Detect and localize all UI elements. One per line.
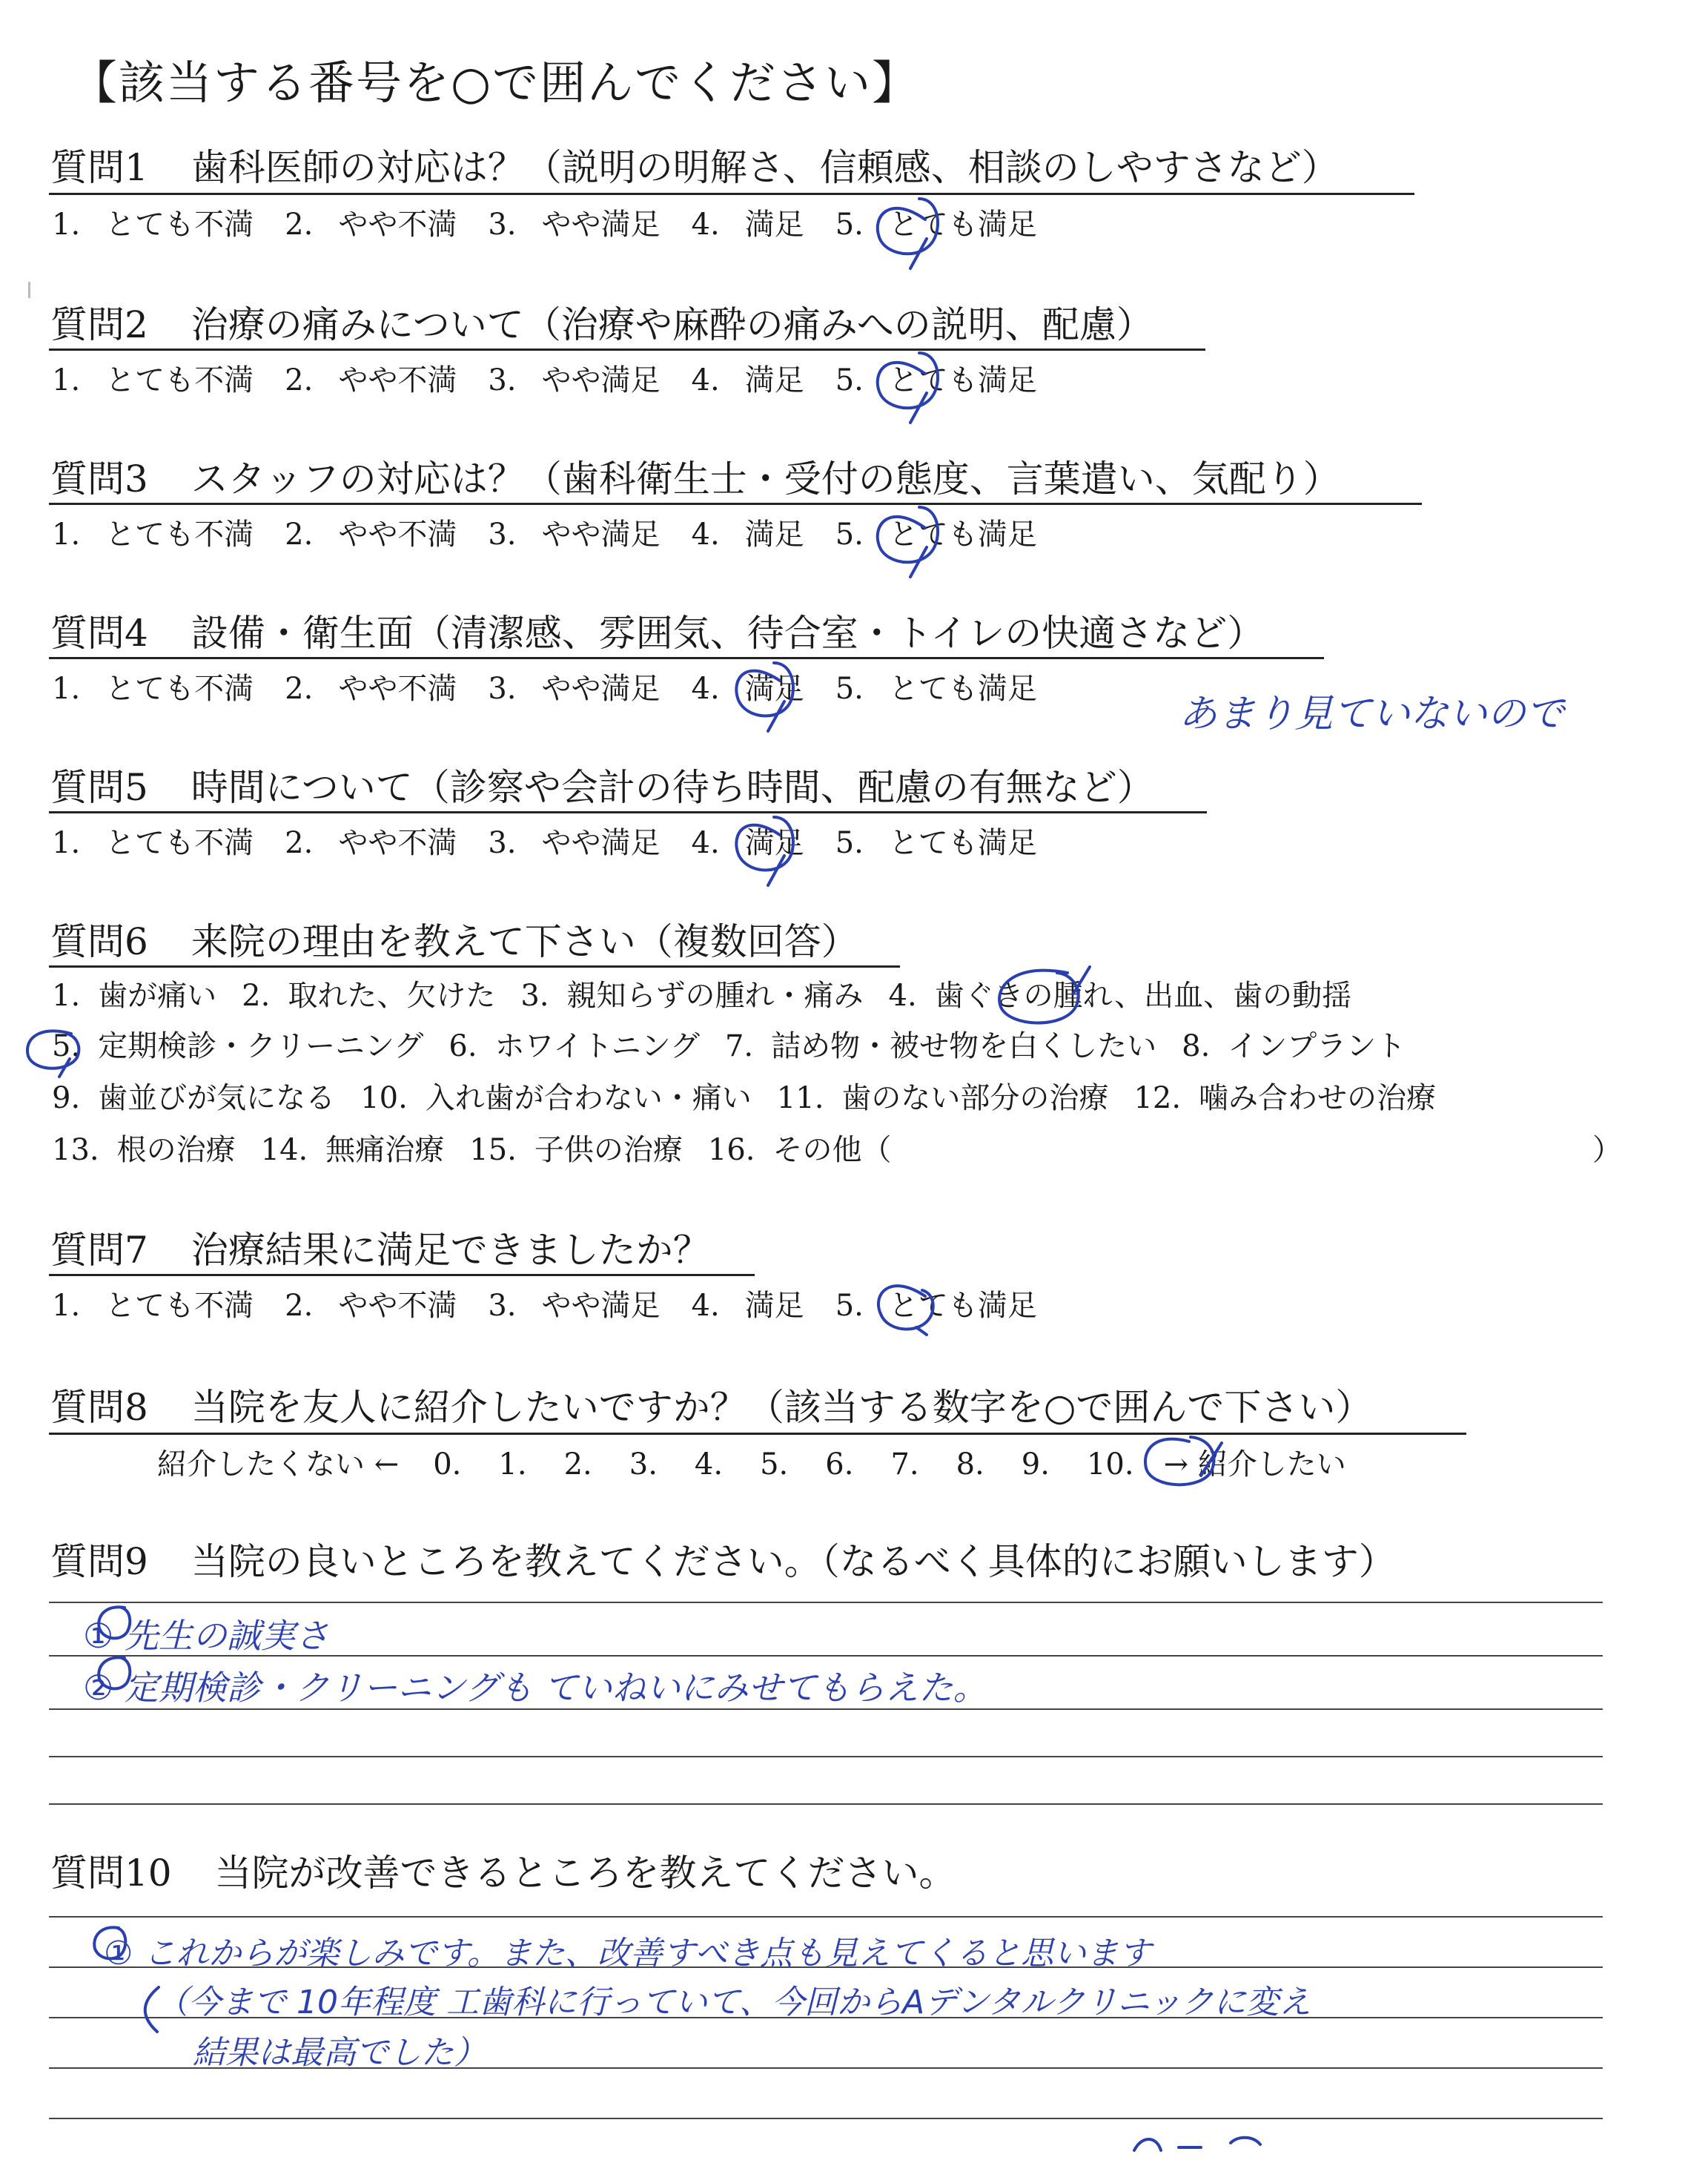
q6-num-15[interactable]: 15. bbox=[469, 1133, 517, 1167]
question-4-label: 質問4 bbox=[50, 612, 148, 655]
opt-2-label: やや不満 bbox=[338, 672, 457, 706]
opt-4-label: 満足 bbox=[744, 363, 804, 397]
q6-num-12[interactable]: 12. bbox=[1133, 1081, 1182, 1115]
q8-num-7[interactable]: 7. bbox=[890, 1447, 919, 1482]
q4-selection-circle bbox=[736, 663, 793, 731]
opt-5-num[interactable]: 5. bbox=[835, 826, 864, 860]
q8-num-8[interactable]: 8. bbox=[956, 1447, 984, 1482]
q6-num-6[interactable]: 6. bbox=[448, 1029, 477, 1063]
opt-4-num[interactable]: 4. bbox=[691, 672, 720, 706]
q10-paren-curve bbox=[145, 1987, 159, 2032]
opt-5-label: とても満足 bbox=[888, 208, 1037, 242]
q5-selection-circle bbox=[736, 817, 793, 885]
q10-answer-1[interactable]: ① これからが楽しみです。また、改善すべき点も見えてくると思います bbox=[104, 1935, 1152, 1972]
opt-4-label: 満足 bbox=[744, 672, 804, 706]
opt-2-label: やや不満 bbox=[338, 518, 457, 552]
q8-num-3[interactable]: 3. bbox=[629, 1447, 658, 1482]
question-7-text: 治療結果に満足できましたか？ bbox=[191, 1229, 710, 1272]
opt-3-num[interactable]: 3. bbox=[488, 208, 517, 242]
q9-circled-2 bbox=[99, 1657, 130, 1688]
q6-label-9: 歯並びが気になる bbox=[98, 1081, 336, 1115]
q8-right-label: → 紹介したい bbox=[1163, 1447, 1346, 1482]
opt-1-num[interactable]: 1. bbox=[52, 826, 81, 860]
opt-1-num[interactable]: 1. bbox=[52, 208, 81, 242]
q8-selection-circle bbox=[1145, 1437, 1222, 1484]
question-4-text: 設備・衛生面（清潔感、雰囲気、待合室・トイレの快適さなど） bbox=[191, 612, 1265, 655]
opt-3-num[interactable]: 3. bbox=[488, 518, 517, 552]
page-title: 【該当する番号を○で囲んでください】 bbox=[71, 56, 920, 110]
opt-3-num[interactable]: 3. bbox=[488, 672, 517, 706]
opt-4-label: 満足 bbox=[744, 208, 804, 242]
question-1-label: 質問1 bbox=[50, 146, 148, 189]
opt-2-label: やや不満 bbox=[338, 1289, 457, 1323]
opt-2-num[interactable]: 2. bbox=[285, 826, 314, 860]
q6-label-3: 親知らずの腫れ・痛み bbox=[566, 979, 864, 1013]
question-2-label: 質問2 bbox=[50, 303, 148, 346]
opt-5-label: とても満足 bbox=[888, 672, 1037, 706]
q6-other-close-paren: ） bbox=[1592, 1133, 1622, 1167]
q6-num-3[interactable]: 3. bbox=[520, 979, 549, 1013]
opt-2-num[interactable]: 2. bbox=[285, 518, 314, 552]
opt-2-num[interactable]: 2. bbox=[285, 672, 314, 706]
q10-bottom-scribble bbox=[1134, 2138, 1260, 2150]
opt-3-num[interactable]: 3. bbox=[488, 826, 517, 860]
q9-circled-1 bbox=[99, 1607, 130, 1638]
question-5-label: 質問5 bbox=[50, 766, 148, 809]
q4-handwritten-note: あまり見ていないので bbox=[1179, 692, 1565, 736]
opt-1-num[interactable]: 1. bbox=[52, 518, 81, 552]
opt-4-num[interactable]: 4. bbox=[691, 826, 720, 860]
opt-1-num[interactable]: 1. bbox=[52, 672, 81, 706]
q10-circled-1 bbox=[94, 1927, 125, 1958]
opt-1-num[interactable]: 1. bbox=[52, 1289, 81, 1323]
question-10-label: 質問10 bbox=[50, 1852, 172, 1895]
q6-num-16[interactable]: 16. bbox=[707, 1133, 755, 1167]
q6-label-1: 歯が痛い bbox=[98, 979, 217, 1013]
q6-num-9[interactable]: 9. bbox=[52, 1081, 81, 1115]
q8-num-6[interactable]: 6. bbox=[825, 1447, 854, 1482]
opt-3-label: やや満足 bbox=[541, 208, 661, 242]
opt-5-label: とても満足 bbox=[888, 518, 1037, 552]
q8-num-9[interactable]: 9. bbox=[1021, 1447, 1050, 1482]
question-3-label: 質問3 bbox=[50, 458, 148, 501]
q7-selection-circle bbox=[878, 1286, 933, 1335]
q2-selection-circle bbox=[878, 353, 938, 423]
opt-5-num[interactable]: 5. bbox=[835, 363, 864, 397]
opt-5-label: とても満足 bbox=[888, 363, 1037, 397]
question-5-text: 時間について（診察や会計の待ち時間、配慮の有無など） bbox=[191, 766, 1154, 809]
q6-label-10: 入れ歯が合わない・痛い bbox=[425, 1081, 752, 1115]
q6-num-8[interactable]: 8. bbox=[1182, 1029, 1211, 1063]
opt-2-label: やや不満 bbox=[338, 363, 457, 397]
opt-5-label: とても満足 bbox=[888, 1289, 1037, 1323]
q6-label-11: 歯のない部分の治療 bbox=[841, 1081, 1109, 1115]
q6-num-2[interactable]: 2. bbox=[242, 979, 271, 1013]
q6-num-1[interactable]: 1. bbox=[52, 979, 81, 1013]
opt-4-num[interactable]: 4. bbox=[691, 208, 720, 242]
q6-num-5[interactable]: 5. bbox=[52, 1029, 81, 1063]
opt-5-num[interactable]: 5. bbox=[835, 208, 864, 242]
q8-left-label: 紹介したくない ← bbox=[157, 1447, 400, 1482]
q6-label-5: 定期検診・クリーニング bbox=[98, 1029, 424, 1063]
q8-num-5[interactable]: 5. bbox=[760, 1447, 789, 1482]
opt-5-num[interactable]: 5. bbox=[835, 518, 864, 552]
opt-4-label: 満足 bbox=[744, 518, 804, 552]
q8-num-1[interactable]: 1. bbox=[498, 1447, 527, 1482]
question-7-label: 質問7 bbox=[50, 1229, 148, 1272]
question-1-text: 歯科医師の対応は？（説明の明解さ、信頼感、相談のしやすさなど） bbox=[191, 146, 1339, 189]
q6-num-10[interactable]: 10. bbox=[360, 1081, 408, 1115]
q6-label-13: 根の治療 bbox=[116, 1133, 236, 1167]
opt-3-label: やや満足 bbox=[541, 672, 661, 706]
opt-1-label: とても不満 bbox=[105, 518, 254, 552]
opt-4-num[interactable]: 4. bbox=[691, 518, 720, 552]
opt-2-label: やや不満 bbox=[338, 208, 457, 242]
opt-2-label: やや不満 bbox=[338, 826, 457, 860]
q6-label-14: 無痛治療 bbox=[325, 1133, 445, 1167]
question-6-text: 来院の理由を教えて下さい（複数回答） bbox=[191, 920, 858, 963]
opt-1-num[interactable]: 1. bbox=[52, 363, 81, 397]
q8-num-2[interactable]: 2. bbox=[563, 1447, 592, 1482]
q9-answer-2[interactable]: ② 定期検診・クリーニングも ていねいにみせてもらえた。 bbox=[83, 1668, 987, 1708]
opt-3-label: やや満足 bbox=[541, 518, 661, 552]
q1-selection-circle bbox=[878, 199, 938, 268]
q6-label-15: 子供の治療 bbox=[534, 1133, 683, 1167]
q6-num-4[interactable]: 4. bbox=[888, 979, 917, 1013]
opt-3-label: やや満足 bbox=[541, 826, 661, 860]
q8-num-4[interactable]: 4. bbox=[694, 1447, 724, 1482]
question-2-text: 治療の痛みについて（治療や麻酔の痛みへの説明、配慮） bbox=[191, 303, 1153, 346]
question-8-label: 質問8 bbox=[50, 1386, 148, 1429]
q6-label-2: 取れた、欠けた bbox=[288, 979, 496, 1013]
opt-2-num[interactable]: 2. bbox=[285, 1289, 314, 1323]
q6-label-7: 詰め物・被せ物を白くしたい bbox=[771, 1029, 1157, 1063]
q6-label-8: インプラント bbox=[1228, 1029, 1406, 1063]
opt-2-num[interactable]: 2. bbox=[285, 363, 314, 397]
opt-3-num[interactable]: 3. bbox=[488, 363, 517, 397]
q6-num-11[interactable]: 11. bbox=[776, 1081, 824, 1115]
opt-3-label: やや満足 bbox=[541, 1289, 661, 1323]
q6-selection-circle-4 bbox=[999, 967, 1090, 1023]
q3-selection-circle bbox=[878, 507, 938, 577]
opt-5-label: とても満足 bbox=[888, 826, 1037, 860]
q10-answer-3[interactable]: 結果は最高でした） bbox=[193, 2034, 486, 2072]
opt-4-label: 満足 bbox=[744, 826, 804, 860]
opt-1-label: とても不満 bbox=[105, 1289, 254, 1323]
q8-num-0[interactable]: 0. bbox=[433, 1447, 462, 1482]
q6-num-14[interactable]: 14. bbox=[260, 1133, 308, 1167]
opt-3-num[interactable]: 3. bbox=[488, 1289, 517, 1323]
q6-num-7[interactable]: 7. bbox=[724, 1029, 754, 1063]
q6-selection-circle-5 bbox=[27, 1031, 79, 1077]
question-3-text: スタッフの対応は？（歯科衛生士・受付の態度、言葉遣い、気配り） bbox=[191, 458, 1340, 501]
question-10-text: 当院が改善できるところを教えてください。 bbox=[214, 1852, 956, 1895]
opt-2-num[interactable]: 2. bbox=[285, 208, 314, 242]
opt-4-num[interactable]: 4. bbox=[691, 1289, 720, 1323]
question-6-label: 質問6 bbox=[50, 920, 148, 963]
question-9-label: 質問9 bbox=[50, 1540, 148, 1583]
q6-num-13[interactable]: 13. bbox=[52, 1133, 99, 1167]
q9-answer-1[interactable]: ① 先生の誠実さ bbox=[83, 1616, 329, 1656]
opt-4-num[interactable]: 4. bbox=[691, 363, 720, 397]
q6-label-16: その他（ bbox=[772, 1133, 892, 1167]
q6-label-12: 噛み合わせの治療 bbox=[1199, 1081, 1437, 1115]
question-8-text: 当院を友人に紹介したいですか？（該当する数字を○で囲んで下さい） bbox=[191, 1386, 1373, 1429]
q10-answer-2[interactable]: （今まで 10年程度 工歯科に行っていて、今回からAデンタルクリニックに変え bbox=[156, 1984, 1312, 2021]
opt-5-num[interactable]: 5. bbox=[835, 672, 864, 706]
opt-5-num[interactable]: 5. bbox=[835, 1289, 864, 1323]
q6-label-6: ホワイトニング bbox=[494, 1029, 700, 1063]
q8-num-10[interactable]: 10. bbox=[1086, 1447, 1134, 1482]
opt-1-label: とても不満 bbox=[105, 363, 254, 397]
q6-label-4: 歯ぐきの腫れ、出血、歯の動揺 bbox=[934, 979, 1352, 1013]
opt-4-label: 満足 bbox=[744, 1289, 804, 1323]
question-9-text: 当院の良いところを教えてください。（なるべく具体的にお願いします） bbox=[191, 1540, 1396, 1583]
opt-1-label: とても不満 bbox=[105, 826, 254, 860]
opt-3-label: やや満足 bbox=[541, 363, 661, 397]
opt-1-label: とても不満 bbox=[105, 672, 254, 706]
opt-1-label: とても不満 bbox=[105, 208, 254, 242]
